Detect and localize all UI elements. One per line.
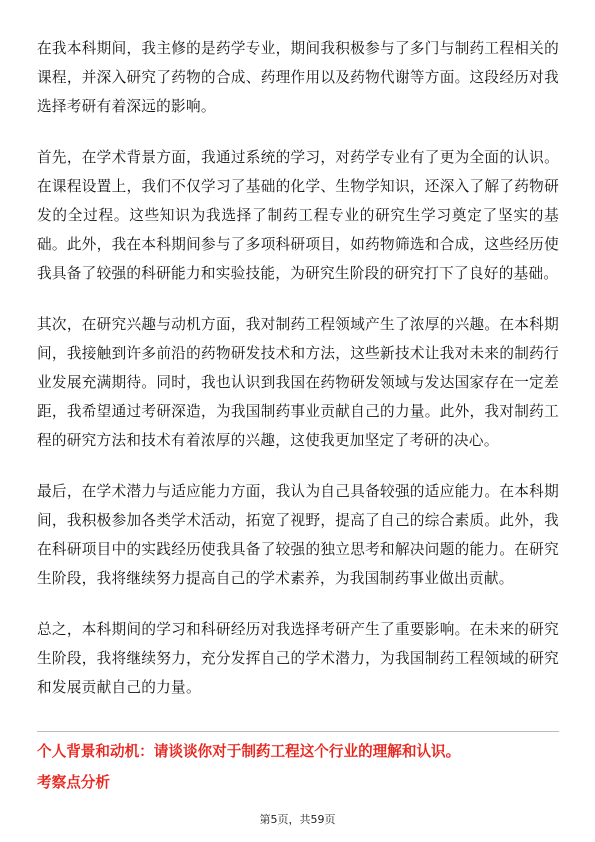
paragraph-research-interest: 其次，在研究兴趣与动机方面，我对制药工程领域产生了浓厚的兴趣。在本科期间，我接触到许多前沿的药物研发技术和方法，这些新技术让我对未来的制药行业发展充满期待。同时，我也认识到我国在药物研发领域与发达国家存在一定差距，我希望通过考研深造，为我国制药事业贡献自己的力量。此外，我对制药工程的研究方法和技术有着浓厚的兴趣，这使我更加坚定了考研的决心。 — [37, 316, 559, 449]
paragraph-academic-potential: 最后，在学术潜力与适应能力方面，我认为自己具备较强的适应能力。在本科期间，我积极参加各类学术活动，拓宽了视野，提高了自己的综合素质。此外，我在科研项目中的实践经历使我具备了较强的独立思考和解决问题的能力。在研究生阶段，我将继续努力提高自己的学术素养，为我国制药事业做出贡献。 — [37, 483, 559, 587]
paragraph-academic-background: 首先，在学术背景方面，我通过系统的学习，对药学专业有了更为全面的认识。在课程设置上，我们不仅学习了基础的化学、生物学知识，还深入了解了药物研发的全过程。这些知识为我选择了制药工程专业的研究生学习奠定了坚实的基础。此外，我在本科期间参与了多项科研项目，如药物筛选和合成，这些经历使我具备了较强的科研能力和实验技能，为研究生阶段的研究打下了良好的基础。 — [37, 149, 559, 282]
paragraph-conclusion: 总之，本科期间的学习和科研经历对我选择考研产生了重要影响。在未来的研究生阶段，我将继续努力，充分发挥自己的学术潜力，为我国制药工程领域的研究和发展贡献自己的力量。 — [37, 621, 559, 696]
paragraph-intro: 在我本科期间，我主修的是药学专业，期间我积极参与了多门与制药工程相关的课程，并深入研究了药物的合成、药理作用以及药物代谢等方面。这段经历对我选择考研有着深远的影响。 — [37, 40, 559, 115]
page-number-footer: 第5页，共59页 — [259, 813, 336, 826]
analysis-heading: 考察点分析 — [37, 774, 110, 791]
section-divider — [37, 731, 559, 732]
question-heading: 个人背景和动机：请谈谈你对于制药工程这个行业的理解和认识。 — [37, 743, 461, 760]
answer-body — [37, 34, 559, 724]
